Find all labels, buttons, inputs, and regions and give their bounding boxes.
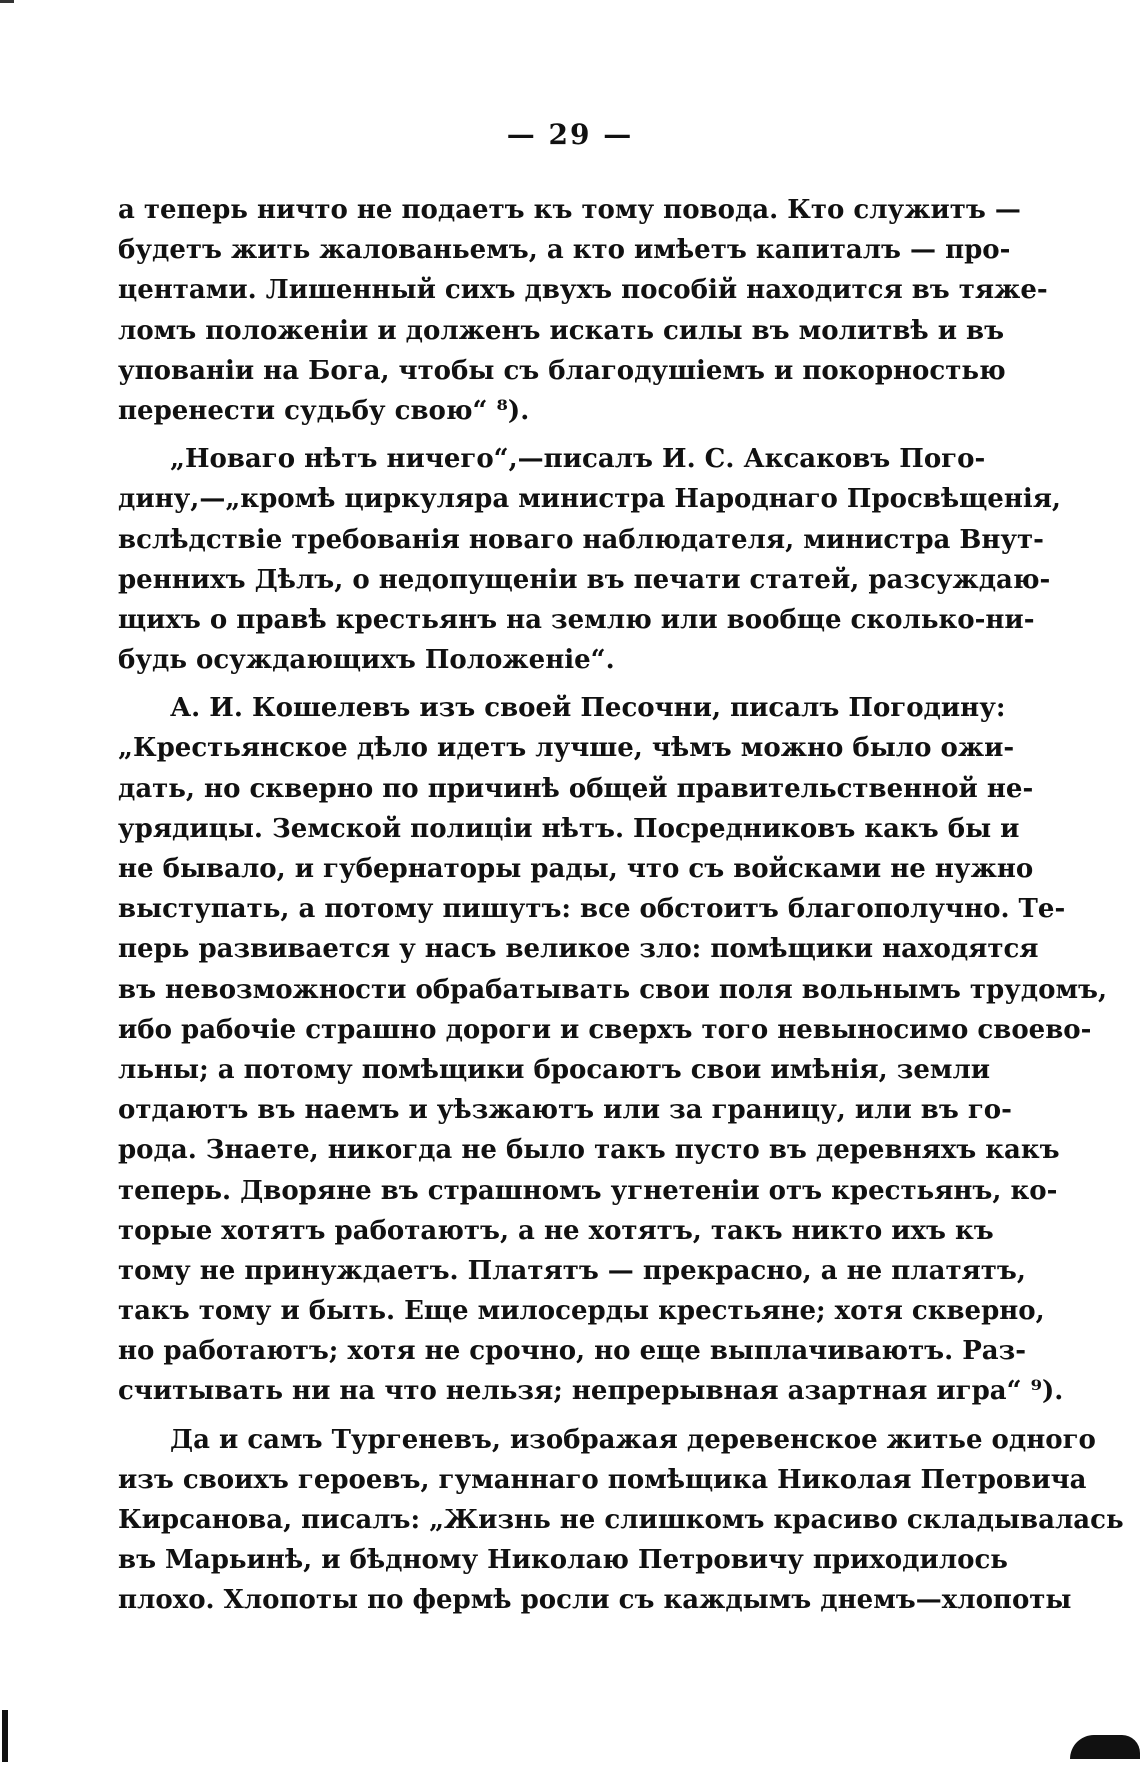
text-line: дину,—„кромѣ циркуляра министра Народнаго Просвѣщенія, xyxy=(118,484,1061,515)
text-line: вслѣдствіе требованія новаго наблюдателя, министра Внут- xyxy=(118,524,1044,555)
text-line: тому не принуждаетъ. Платятъ — прекрасно, а не платятъ, xyxy=(118,1255,1026,1286)
text-line: изъ своихъ героевъ, гуманнаго помѣщика Николая Петровича xyxy=(118,1464,1087,1495)
page-number: — 29 — xyxy=(506,118,634,151)
paragraph-4 xyxy=(118,1420,1124,1621)
text-line: будетъ жить жалованьемъ, а кто имѣетъ капиталъ — про- xyxy=(118,235,1011,266)
text-line: ибо рабочіе страшно дороги и сверхъ того невыносимо своево- xyxy=(118,1014,1092,1045)
text-line: отдаютъ въ наемъ и уѣзжаютъ или за границу, или въ го- xyxy=(118,1095,1012,1126)
text-line: будь осуждающихъ Положеніе“. xyxy=(118,645,615,676)
text-line: упованіи на Бога, чтобы съ благодушіемъ и покорностью xyxy=(118,355,1006,386)
text-line: торые хотятъ работаютъ, а не хотятъ, такъ никто ихъ къ xyxy=(118,1215,994,1246)
text-line: Да и самъ Тургеневъ, изображая деревенское житье одного xyxy=(170,1424,1096,1455)
text-line: центами. Лишенный сихъ двухъ пособій находится въ тяже- xyxy=(118,275,1048,306)
text-line: выступать, а потому пишутъ: все обстоитъ благополучно. Те- xyxy=(118,894,1066,925)
text-line: льны; а потому помѣщики бросаютъ свои имѣнія, земли xyxy=(118,1054,991,1085)
text-line: А. И. Кошелевъ изъ своей Песочни, писалъ Погодину: xyxy=(170,693,1006,724)
text-line: дать, но скверно по причинѣ общей правительственной не- xyxy=(118,773,1034,804)
text-line: а теперь ничто не подаетъ къ тому повода. Кто служитъ — xyxy=(118,195,1021,225)
paragraph-2 xyxy=(118,439,1061,680)
text-line: щихъ о правѣ крестьянъ на землю или вообще сколько-ни- xyxy=(118,604,1035,635)
text-line: въ невозможности обрабатывать свои поля вольнымъ трудомъ, xyxy=(118,974,1108,1005)
text-line: въ Марьинѣ, и бѣдному Николаю Петровичу приходилось xyxy=(118,1545,1008,1576)
paragraph-1 xyxy=(118,190,1048,431)
body-text xyxy=(118,190,1124,1621)
text-line: плохо. Хлопоты по фермѣ росли съ каждымъ днемъ—хлопоты xyxy=(118,1585,1072,1616)
text-line: „Новаго нѣтъ ничего“,—писалъ И. С. Аксаковъ Пого- xyxy=(170,444,986,475)
text-line: но работаютъ; хотя не срочно, но еще выплачиваютъ. Раз- xyxy=(118,1336,1027,1367)
text-line: такъ тому и быть. Еще милосерды крестьяне; хотя скверно, xyxy=(118,1296,1045,1327)
text-line: перь развивается у насъ великое зло: помѣщики находятся xyxy=(118,934,1039,965)
text-line: Кирсанова, писалъ: „Жизнь не слишкомъ красиво складывалась xyxy=(118,1505,1124,1535)
text-line: считывать ни на что нельзя; непрерывная азартная игра“ ⁹). xyxy=(118,1376,1064,1407)
scan-edge-mark xyxy=(2,1710,8,1762)
text-line: реннихъ Дѣлъ, о недопущеніи въ печати статей, разсуждаю- xyxy=(118,564,1051,595)
ink-blot xyxy=(1070,1735,1140,1759)
paragraph-3 xyxy=(118,688,1108,1411)
text-line: теперь. Дворяне въ страшномъ угнетеніи отъ крестьянъ, ко- xyxy=(118,1175,1058,1206)
text-line: ломъ положеніи и долженъ искать силы въ молитвѣ и въ xyxy=(118,315,1005,346)
text-line: перенести судьбу свою“ ⁸). xyxy=(118,395,530,426)
text-line: урядицы. Земской полиціи нѣтъ. Посредниковъ какъ бы и xyxy=(118,813,1020,844)
text-line: „Крестьянское дѣло идетъ лучше, чѣмъ можно было ожи- xyxy=(118,733,1015,764)
scan-corner-mark xyxy=(0,0,14,3)
text-line: рода. Знаете, никогда не было такъ пусто въ деревняхъ какъ xyxy=(118,1135,1060,1166)
text-line: не бывало, и губернаторы рады, что съ войсками не нужно xyxy=(118,854,1034,884)
